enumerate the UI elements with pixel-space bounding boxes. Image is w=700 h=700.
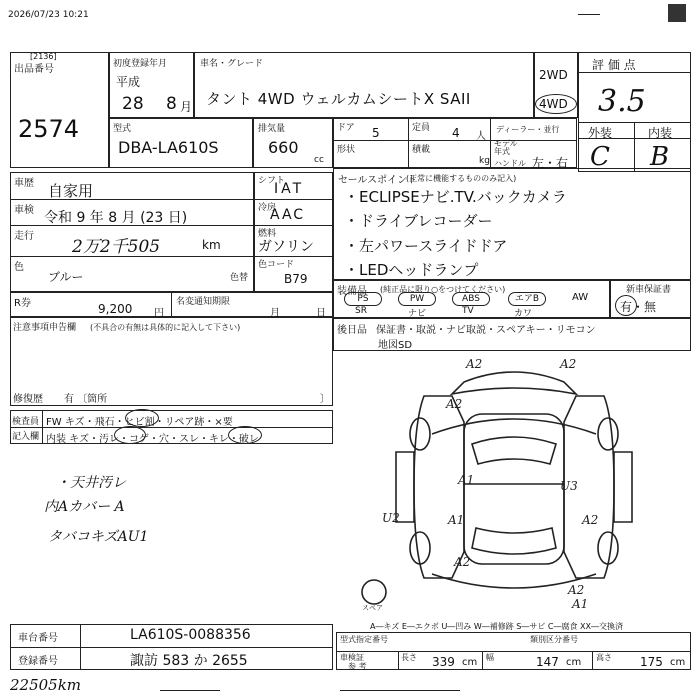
repair-close: 〕 [320,394,330,405]
equip-aw: AW [572,292,589,303]
displacement-unit: cc [314,155,324,165]
diagram-wheel-rr [598,532,618,564]
notes-label: 注意事項申告欄 [13,323,77,333]
mark-7: A1 [448,513,465,527]
hand-note-3: タバコキズAU1 [48,529,149,545]
equipment-label: 装備品 [337,286,367,297]
mark-1: A2 [466,357,483,371]
inspector-row-2: 内装 キズ・汚レ・コゲ・穴・スレ・キレ・破レ [46,434,259,445]
class-label: 類別区分番号 [530,635,578,644]
mark-5: U3 [560,479,578,493]
length-unit: cm [462,657,478,668]
equipment-note: (純正品に限り○をつけてください) [380,285,506,294]
model-year-label: モデル年式 [494,139,518,156]
recycle-label: R券 [14,298,31,309]
notice-label: 名変通知期限 [176,297,231,307]
inspection-label: 車検 [14,205,34,216]
equip-navi: ナビ [408,309,427,319]
length-value: 339 [432,655,455,669]
length-label: 長さ [401,653,417,662]
warranty-label: 新車保証書 [626,285,672,295]
selling-point-4: ・LEDヘッドランプ [344,261,479,279]
load-unit: kg [479,156,490,166]
recycle: 9,200 [98,302,133,316]
exterior-label: 外装 [588,126,613,140]
inspector-label-2: 記入欄 [12,432,40,442]
mark-8: A2 [582,513,599,527]
capacity-unit: 人 [476,131,486,142]
spare-label: スペア [362,604,383,612]
selling-point-3: ・左パワースライドドア [344,237,508,255]
load-label: 積載 [412,145,431,155]
interior-grade: B [650,142,670,172]
mileage: 2万2千505 [72,237,161,257]
diagram-wheel-rl [410,532,430,564]
equip-sr: SR [355,306,367,316]
model-type-label: 型式 [113,124,132,134]
color-tone-label: 色替 [230,273,249,283]
mark-9: A2 [454,555,471,569]
car-damage-diagram [336,352,692,614]
registration-label: 初度登録年月 [113,59,168,69]
notice-day: 日 [316,308,326,319]
diagram-roof [452,372,576,394]
equip-abs: ABS [452,292,490,306]
lot-number: 2574 [18,115,80,143]
ac: AAC [270,207,306,223]
diagram-front-bumper [432,419,596,434]
width-value: 147 [536,655,559,669]
recycle-unit: 円 [154,308,164,319]
displacement: 660 [268,138,299,157]
diagram-wheel-fr [598,418,618,450]
accessories-label: 後日品 [337,325,367,336]
shape-label: 形状 [337,145,356,155]
repair-value: 有 〔箇所 [64,394,108,405]
handle-value: 左・右 [532,156,569,170]
handle-label: ハンドル [494,159,526,168]
warranty-yes-circle [615,295,637,316]
interior-label: 内装 [648,126,673,140]
drive-2wd: 2WD [539,68,568,82]
height-label: 高さ [596,653,612,662]
selling-points-label: セールスポイント [338,175,418,186]
model-type: DBA-LA610S [118,138,219,157]
hand-note-1: ・天井汚レ [56,475,126,491]
scan-mark [578,14,600,15]
scan-corner-mark [668,4,686,22]
dealer-label: ディーラー・並行 [496,125,560,134]
shift-label: シフト [258,176,286,186]
diagram-spare-tire [362,580,386,604]
car-name: タント 4WD ウェルカムシートX SAII [206,90,471,108]
width-label: 幅 [486,653,494,662]
capacity-label: 定員 [412,123,431,133]
chassis-label: 車台番号 [18,633,58,644]
displacement-label: 排気量 [258,124,286,134]
diagram-rear-window [472,528,556,554]
mark-11: A2 [568,583,585,597]
registration-month-unit: 月 [180,100,193,114]
fuel: ガソリン [258,239,314,255]
equip-leather: カワ [514,309,533,319]
repair-label: 修復歴 [13,394,43,405]
mileage-label: 走行 [14,231,34,242]
circle-chip-mark [125,409,159,427]
selling-point-2: ・ドライブレコーダー [344,212,493,230]
equip-tv: TV [462,306,474,316]
shift: IAT [274,181,305,197]
lot-prefix: [2136] [30,52,57,61]
notes-sub: (不具合の有無は具体的に記入して下さい) [90,323,241,332]
mark-2: A2 [560,357,577,371]
footer-hand-mileage: 22505km [10,676,82,694]
color-label: 色 [14,262,24,273]
color: ブルー [48,270,84,284]
capacity: 4 [452,126,460,140]
lot-label: 出品番号 [14,64,54,75]
plate-label: 登録番号 [18,656,58,667]
hand-note-2: 内Aカバー A [44,499,125,515]
registration-month: 8 [166,94,177,114]
grade-label: 評 価 点 [592,58,636,72]
diagram-left-side [414,396,464,578]
fuel-label: 燃料 [258,229,277,239]
mark-4: A1 [458,473,475,487]
mark-3: A2 [446,397,463,411]
accessories-items: 保証書・取説・ナビ取説・スペアキー・リモコン [376,325,596,336]
car-name-label: 車名・グレード [200,59,264,69]
mark-6: U2 [382,511,400,525]
color-code: B79 [284,272,308,286]
plate-number: 諏訪 583 か 2655 [130,653,248,669]
height-value: 175 [640,655,663,669]
history: 自家用 [48,182,94,200]
selling-points-note: (正常に機能するもののみ記入) [406,174,517,183]
mark-10: A1 [572,597,589,611]
doors: 5 [372,126,380,140]
equip-ps: PS [344,292,382,306]
equip-airbag: エアB [508,292,546,306]
doors-label: ドア [337,123,355,133]
circle-wear-mark [228,426,262,444]
timestamp: 2026/07/23 10:21 [8,10,89,20]
ac-label: 冷房 [258,203,277,213]
inspector-row-1: FW キズ・飛石・ヒビ割・リペア跡・×要 [46,417,233,428]
color-code-label: 色コード [258,260,295,270]
exterior-grade: C [590,142,610,172]
inspector-label-1: 検査員 [12,417,40,427]
registration-era: 平成 [116,75,141,89]
vehicle-cert-label: 車検証 [340,653,364,662]
chassis-number: LA610S-0088356 [130,627,251,643]
damage-legend: A―キズ E―エクボ U―凹み W―補修跡 S―サビ C―腐食 XX―交換済 [370,622,624,631]
ref-label: 参 考 [348,662,367,671]
drive-4wd: 4WD [539,97,568,111]
grade-score: 3.5 [598,84,646,119]
circle-stain-mark [114,426,146,444]
height-unit: cm [670,657,686,668]
accessories-items-2: 地図SD [378,340,413,351]
width-unit: cm [566,657,582,668]
diagram-windshield [472,437,556,464]
registration-year: 28 [122,94,144,114]
warranty-value: 有・無 [620,300,657,314]
history-label: 車歴 [14,178,34,189]
mileage-unit: km [202,238,221,252]
notice-month: 月 [270,308,280,319]
inspection: 令和 9 年 8 月 (23 日) [44,210,188,226]
equip-pw: PW [398,292,436,306]
selling-point-1: ・ECLIPSEナビ.TV.バックカメラ [344,188,567,206]
diagram-wheel-fl [410,418,430,450]
type-spec-label: 型式指定番号 [340,635,388,644]
